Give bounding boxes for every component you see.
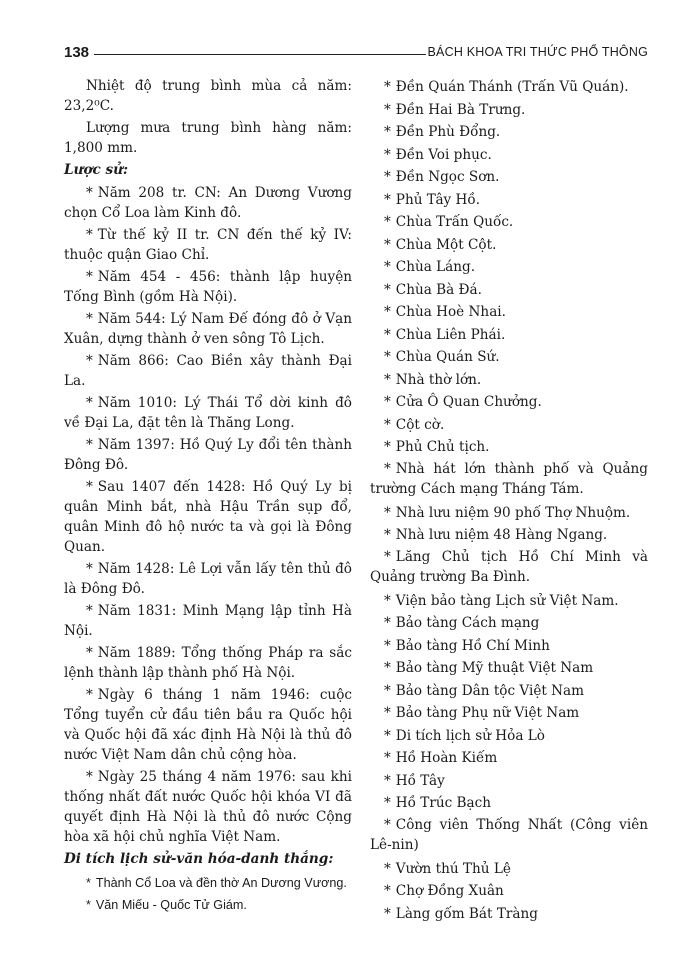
page-number: 138 — [64, 44, 90, 61]
site-item: * Hồ Hoàn Kiếm — [384, 750, 498, 766]
history-item: * Năm 1831: Minh Mạng lập tỉnh Hà Nội. — [64, 603, 352, 639]
site-item: * Chùa Hoè Nhai. — [384, 304, 506, 320]
history-heading: Lược sử: — [64, 162, 129, 178]
site-item: * Hồ Tây — [384, 772, 445, 789]
site-item: * Đền Ngọc Sơn. — [384, 169, 500, 185]
history-item: * Ngày 6 tháng 1 năm 1946: cuộc Tổng tuyển cử đầu tiên bầu ra Quốc hội và Quốc hội đã xác định Hà Nội là thủ đô nước Việt Nam dân chủ cộng hòa. — [64, 687, 352, 763]
site-item: * Chùa Quán Sứ. — [384, 349, 500, 365]
history-item: * Năm 208 tr. CN: An Dương Vương chọn Cổ Loa làm Kinh đô. — [64, 185, 352, 221]
site-item: * Đền Voi phục. — [384, 146, 492, 163]
site-item: * Hồ Trúc Bạch — [384, 795, 492, 811]
site-item: * Bảo tàng Mỹ thuật Việt Nam — [384, 660, 594, 676]
site-item: * Chùa Láng. — [384, 259, 476, 275]
site-item: * Di tích lịch sử Hỏa Lò — [384, 727, 545, 744]
site-item: * Bảo tàng Cách mạng — [384, 615, 540, 631]
left-column — [64, 76, 352, 916]
history-item: * Sau 1407 đến 1428: Hồ Quý Ly bị quân Minh bắt, nhà Hậu Trần sụp đổ, quân Minh đô hộ nước ta và gọi là Đông Quan. — [64, 479, 352, 555]
site-item: * Nhà thờ lớn. — [384, 371, 482, 388]
site-item: * Đền Phù Đổng. — [384, 124, 501, 140]
site-item: * Đền Hai Bà Trưng. — [384, 101, 526, 118]
site-item: * Bảo tàng Hồ Chí Minh — [384, 637, 550, 654]
site-item: * Lăng Chủ tịch Hồ Chí Minh và Quảng trường Ba Đình. — [370, 548, 648, 585]
page-header — [64, 44, 648, 64]
site-item: * Phủ Tây Hồ. — [384, 191, 481, 208]
site-item: * Nhà lưu niệm 48 Hàng Ngang. — [384, 527, 608, 543]
header-rule — [94, 54, 426, 55]
sites-heading: Di tích lịch sử-văn hóa-danh thắng: — [64, 851, 334, 867]
site-item: * Làng gốm Bát Tràng — [384, 905, 538, 922]
rainfall-paragraph: Lượng mưa trung bình hàng năm: 1,800 mm. — [64, 120, 352, 156]
right-column — [370, 76, 648, 925]
temperature-paragraph: Nhiệt độ trung bình mùa cả năm: 23,2⁰C. — [64, 78, 352, 114]
site-item: * Thành Cổ Loa và đền thờ An Dương Vương. — [86, 876, 347, 890]
site-item: * Bảo tàng Phụ nữ Việt Nam — [384, 705, 580, 721]
history-item: * Năm 1428: Lê Lợi vẫn lấy tên thủ đô là Đông Đô. — [64, 561, 352, 597]
site-item: * Phủ Chủ tịch. — [384, 439, 490, 455]
site-item: * Chùa Trấn Quốc. — [384, 214, 514, 230]
site-item: * Văn Miếu - Quốc Tử Giám. — [86, 898, 247, 912]
site-item: * Nhà lưu niệm 90 phố Thợ Nhuộm. — [384, 504, 631, 521]
site-item: * Chùa Một Cột. — [384, 236, 497, 253]
history-item: * Năm 454 - 456: thành lập huyện Tống Bình (gồm Hà Nội). — [64, 269, 352, 305]
history-item: * Năm 866: Cao Biền xây thành Đại La. — [64, 353, 352, 389]
history-item: * Năm 544: Lý Nam Đế đóng đô ở Vạn Xuân, dựng thành ở ven sông Tô Lịch. — [64, 311, 352, 347]
site-item: * Cột cờ. — [384, 416, 445, 433]
site-item: * Chùa Liên Phái. — [384, 326, 506, 343]
site-item: * Chợ Đồng Xuân — [384, 883, 504, 899]
site-item: * Bảo tàng Dân tộc Việt Nam — [384, 682, 585, 699]
site-item: * Vườn thú Thủ Lệ — [384, 860, 511, 877]
site-item: * Chùa Bà Đá. — [384, 281, 482, 298]
running-title: BÁCH KHOA TRI THỨC PHỔ THÔNG — [427, 45, 648, 59]
site-item: * Công viên Thống Nhất (Công viên Lê-nin) — [370, 816, 648, 853]
site-item: * Cửa Ô Quan Chưởng. — [384, 394, 542, 410]
history-item: * Năm 1397: Hồ Quý Ly đổi tên thành Đông Đô. — [64, 437, 352, 473]
site-item: * Đền Quán Thánh (Trấn Vũ Quán). — [384, 79, 629, 95]
history-item: * Từ thế kỷ II tr. CN đến thế kỷ IV: thuộc quận Giao Chỉ. — [64, 227, 352, 263]
history-item: * Năm 1010: Lý Thái Tổ dời kinh đô về Đại La, đặt tên là Thăng Long. — [64, 395, 352, 431]
history-item: * Năm 1889: Tổng thống Pháp ra sắc lệnh thành lập thành phố Hà Nội. — [64, 645, 352, 681]
history-item: * Ngày 25 tháng 4 năm 1976: sau khi thống nhất đất nước Quốc hội khóa VI đã quyết định Hà Nội là thủ đô nước Cộng hòa xã hội chủ nghĩa Việt Nam. — [64, 769, 352, 845]
site-item: * Viện bảo tàng Lịch sử Việt Nam. — [384, 592, 619, 609]
site-item: * Nhà hát lớn thành phố và Quảng trường Cách mạng Tháng Tám. — [370, 460, 648, 497]
